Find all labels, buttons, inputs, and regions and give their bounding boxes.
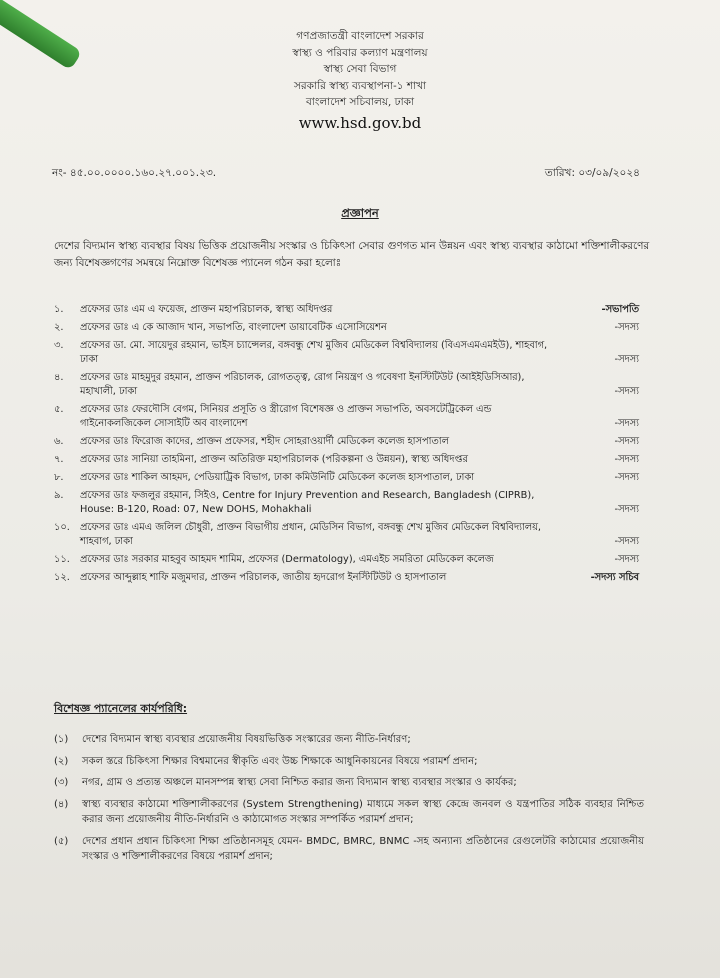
member-text: প্রফেসর ডাঃ ফিরোজ কাদের, প্রাক্তন প্রফেসর, শহীদ সোহরাওয়ার্দী মেডিকেল কলেজ হাসপাতাল xyxy=(80,436,449,447)
header-line-ministry: স্বাস্থ্য ও পরিবার কল্যাণ মন্ত্রণালয় xyxy=(292,46,428,59)
member-role: -সদস্য xyxy=(614,536,639,547)
member-number: ২. xyxy=(54,322,64,333)
function-number: (৫) xyxy=(54,835,69,847)
member-item xyxy=(54,553,639,567)
functions-list xyxy=(54,732,644,871)
member-text: প্রফেসর আব্দুল্লাহ শাফি মজুমদার, প্রাক্তন পরিচালক, জাতীয় হৃদরোগ ইনস্টিটিউট ও হাসপাতাল xyxy=(80,572,447,583)
member-role: -সদস্য xyxy=(614,386,639,397)
member-text: প্রফেসর ডাঃ এমএ জলিল চৌধুরী, প্রাক্তন বিভাগীয় প্রধান, মেডিসিন বিভাগ, বঙ্গবন্ধু শেখ মুজিব মেডিকেল বিশ্ববিদ্যালয়, শাহবাগ, ঢাকা xyxy=(80,522,541,547)
function-number: (৪) xyxy=(54,798,69,810)
member-item xyxy=(54,303,639,317)
member-role: -সদস্য xyxy=(614,504,639,515)
function-number: (২) xyxy=(54,755,69,767)
member-item xyxy=(54,339,639,367)
member-item xyxy=(54,471,639,485)
member-text: প্রফেসর ডাঃ মাহমুদুর রহমান, প্রাক্তন পরিচালক, রোগতত্ত্ব, রোগ নিয়ন্ত্রণ ও গবেষণা ইনস্টিটিউট (আইইডিসিআর), মহাখালী, ঢাকা xyxy=(80,372,525,397)
function-text: নগর, গ্রাম ও প্রত্যন্ত অঞ্চলে মানসম্পন্ন স্বাস্থ্য সেবা নিশ্চিত করার জন্য বিদ্যমান স্বাস্থ্য ব্যবস্থার সংস্কার ও কার্যকর; xyxy=(82,777,517,788)
member-item xyxy=(54,453,639,467)
intro-paragraph: দেশের বিদ্যমান স্বাস্থ্য ব্যবস্থার বিষয় ভিত্তিক প্রয়োজনীয় সংস্কার ও চিকিৎসা সেবার গুণগত মান উন্নয়ন এবং স্বাস্থ্য ব্যবস্থার কাঠামো শক্তিশালীকরণের জন্য বিশেষজ্ঞগণের সমন্বয়ে নিম্নোক্ত বিশেষজ্ঞ প্যানেল গঠন করা হলোঃ xyxy=(54,240,649,269)
function-item xyxy=(54,797,644,828)
member-number: ১. xyxy=(54,304,64,315)
function-number: (৩) xyxy=(54,777,69,788)
member-role: -সদস্য xyxy=(614,418,639,429)
member-number: ৩. xyxy=(54,340,64,351)
member-role: -সদস্য সচিব xyxy=(590,572,639,583)
member-item xyxy=(54,571,639,585)
member-role: -সদস্য xyxy=(614,354,639,365)
function-item xyxy=(54,834,644,865)
member-text: প্রফেসর ডাঃ সরকার মাহবুব আহমদ শামিম, প্রফেসর (Dermatology), এমএইচ সমরিতা মেডিকেল কলেজ xyxy=(80,554,494,565)
member-text: প্রফেসর ডাঃ এম এ ফয়েজ, প্রাক্তন মহাপরিচালক, স্বাস্থ্য অধিদপ্তর xyxy=(80,304,333,315)
document-title: প্রজ্ঞাপন xyxy=(341,206,379,220)
member-number: ৬. xyxy=(54,436,64,447)
member-item xyxy=(54,489,639,517)
function-text: স্বাস্থ্য ব্যবস্থার কাঠামো শক্তিশালীকরণের (System Strengthening) মাধ্যমে সকল স্বাস্থ্য কেন্দ্রে জনবল ও যন্ত্রপাতির সঠিক ব্যবহার নিশ্চিত করার জন্য প্রয়োজনীয় নীতি-নির্ধারনি ও কাঠামোগত সংস্কার সম্পর্কিত পরামর্শ প্রদান; xyxy=(82,798,644,825)
member-number: ১১. xyxy=(54,554,70,565)
functions-heading: বিশেষজ্ঞ প্যানেলের কার্যপরিধি: xyxy=(54,702,188,715)
memo-number: নং- ৪৫.০০.০০০০.১৬০.২৭.০০১.২৩. xyxy=(52,167,217,179)
member-role: -সদস্য xyxy=(614,454,639,465)
function-number: (১) xyxy=(54,734,69,745)
header-line-division: স্বাস্থ্য সেবা বিভাগ xyxy=(323,63,397,75)
letterhead xyxy=(0,28,720,133)
header-line-branch: সরকারি স্বাস্থ্য ব্যবস্থাপনা-১ শাখা xyxy=(293,79,427,92)
function-item xyxy=(54,732,644,748)
member-number: ৭. xyxy=(54,454,64,465)
member-role: -সদস্য xyxy=(614,322,639,333)
member-text: প্রফেসর ডা. মো. সায়েদুর রহমান, ভাইস চ্যান্সেলর, বঙ্গবন্ধু শেখ মুজিব মেডিকেল বিশ্ববিদ্যালয় (বিএসএমএমইউ), শাহবাগ, ঢাকা xyxy=(80,340,548,365)
member-item xyxy=(54,321,639,335)
function-item xyxy=(54,754,644,770)
member-item xyxy=(54,435,639,449)
member-item xyxy=(54,403,639,431)
member-text: প্রফেসর ডাঃ শাকিল আহমদ, পেডিয়াট্রিক বিভাগ, ঢাকা কমিউনিটি মেডিকেল কলেজ হাসপাতাল, ঢাকা xyxy=(80,472,475,483)
member-number: ১০. xyxy=(54,522,70,533)
website-link[interactable]: www.hsd.gov.bd xyxy=(298,113,422,132)
member-role: -সদস্য xyxy=(614,472,639,483)
function-text: দেশের বিদ্যমান স্বাস্থ্য ব্যবস্থার প্রয়োজনীয় বিষয়ভিত্তিক সংস্কারের জন্য নীতি-নির্ধারণ; xyxy=(82,734,411,745)
member-number: ৮. xyxy=(54,472,64,483)
header-line-secretariat: বাংলাদেশ সচিবালয়, ঢাকা xyxy=(305,96,415,108)
member-text: প্রফেসর ডাঃ সানিয়া তাহমিনা, প্রাক্তন অতিরিক্ত মহাপরিচালক (পরিকল্পনা ও উন্নয়ন), স্বাস্থ্য অধিদপ্তর xyxy=(80,454,468,465)
member-number: ৪. xyxy=(54,372,64,383)
function-text: সকল স্তরে চিকিৎসা শিক্ষার বিশ্বমানের স্বীকৃতি এবং উচ্চ শিক্ষাকে আধুনিকায়নের বিষয়ে পরামর্শ প্রদান; xyxy=(82,755,478,767)
member-item xyxy=(54,371,639,399)
member-text: প্রফেসর ডাঃ এ কে আজাদ খান, সভাপতি, বাংলাদেশ ডায়াবেটিক এসোসিয়েশন xyxy=(80,322,387,333)
document-date: তারিখ: ০৩/০৯/২০২৪ xyxy=(544,167,640,179)
member-role: -সদস্য xyxy=(614,554,639,565)
member-role: -সভাপতি xyxy=(601,304,639,315)
member-text: প্রফেসর ডাঃ ফেরদৌসি বেগম, সিনিয়র প্রসূতি ও স্ত্রীরোগ বিশেষজ্ঞ ও প্রাক্তন সভাপতি, অবসটেট্রিকেল এন্ড গাইনোকলজিকেল সোসাইটি অব বাংলাদেশ xyxy=(80,404,492,429)
member-text: প্রফেসর ডাঃ ফজলুর রহমান, সিইও, Centre for Injury Prevention and Research, Bangladesh (CIPRB), House: B-120, Road: 07, New DOHS, Mohakhali xyxy=(80,490,535,515)
member-role: -সদস্য xyxy=(614,436,639,447)
panel-members-list xyxy=(54,303,639,589)
member-number: ৯. xyxy=(54,490,64,501)
member-number: ৫. xyxy=(54,404,64,415)
member-item xyxy=(54,521,639,549)
header-line-government: গণপ্রজাতন্ত্রী বাংলাদেশ সরকার xyxy=(296,30,424,42)
function-text: দেশের প্রধান প্রধান চিকিৎসা শিক্ষা প্রতিষ্ঠানসমূহ যেমন- BMDC, BMRC, BNMC -সহ অন্যান্য প্রতিষ্ঠানের রেগুলেটরি কাঠামোর প্রয়োজনীয় সংস্কার ও শক্তিশালীকরণের বিষয়ে পরামর্শ প্রদান; xyxy=(82,835,644,862)
function-item xyxy=(54,775,644,791)
member-number: ১২. xyxy=(54,572,70,583)
